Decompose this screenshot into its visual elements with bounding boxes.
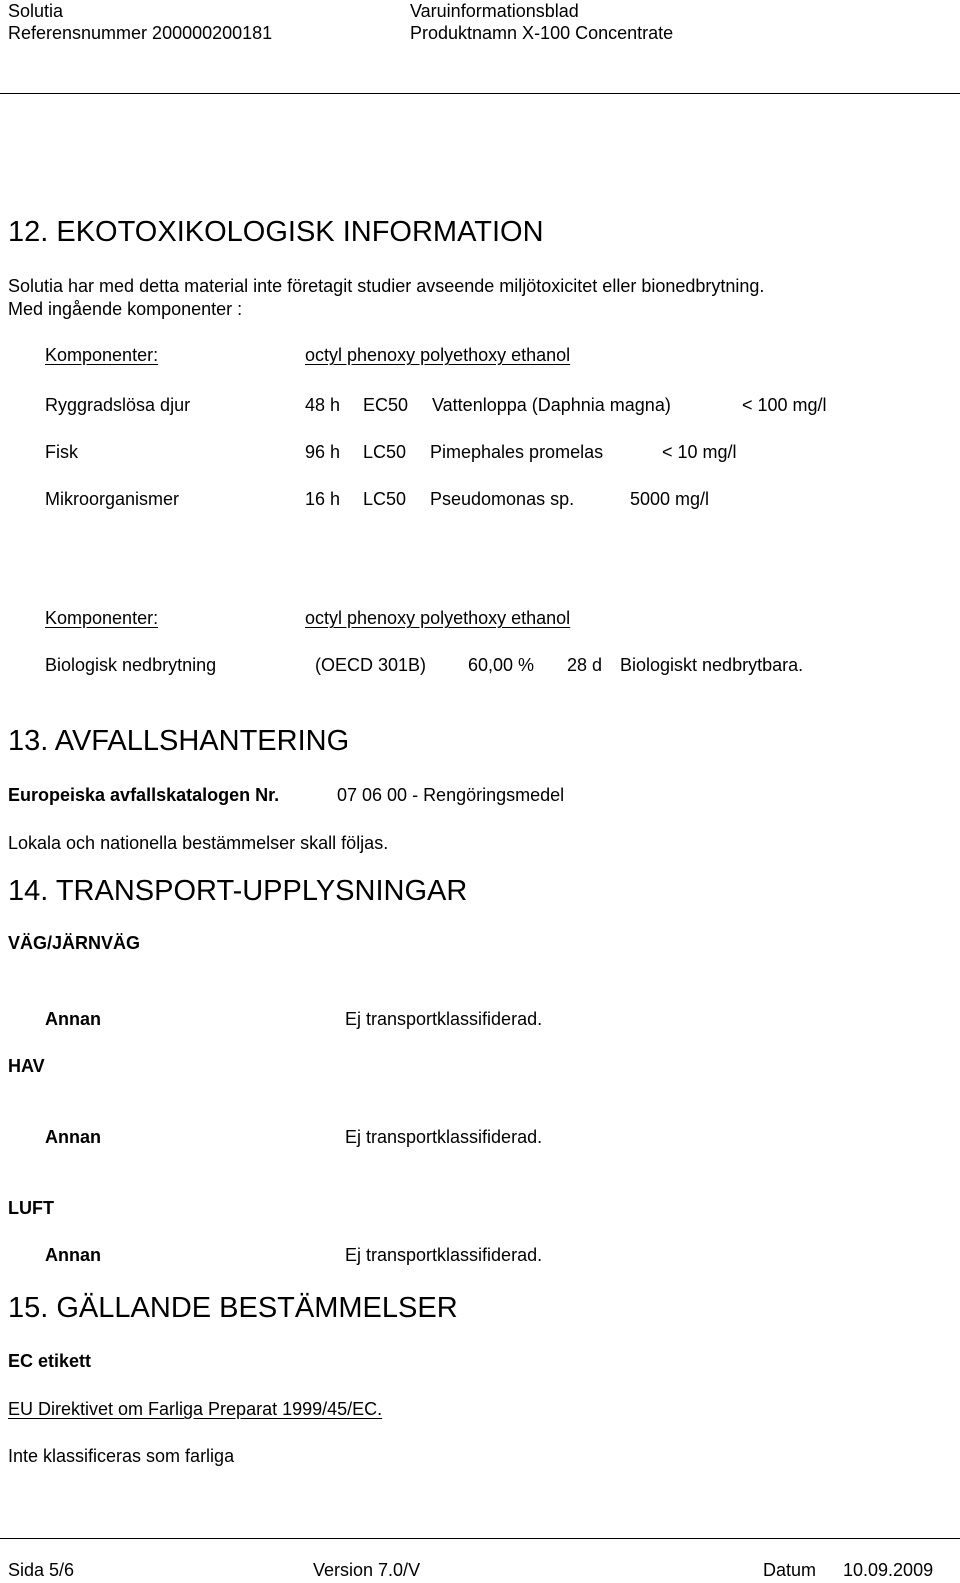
header-product-name: Produktnamn X-100 Concentrate — [410, 23, 674, 43]
row-test-type: LC50 — [363, 489, 407, 509]
table1-komponenter-value: octyl phenoxy polyethoxy ethanol — [305, 345, 571, 365]
transport-road-annan: Annan — [45, 1009, 101, 1029]
section-15-title: 15. GÄLLANDE BESTÄMMELSER — [8, 1292, 458, 1324]
row-value: < 10 mg/l — [662, 442, 737, 462]
section-12-title: 12. EKOTOXIKOLOGISK INFORMATION — [8, 216, 544, 248]
row-exposure-time: 16 h — [305, 489, 341, 509]
row-label: Mikroorganismer — [45, 489, 180, 509]
waste-catalog-label: Europeiska avfallskatalogen Nr. — [8, 785, 280, 805]
row-label: Fisk — [45, 442, 78, 462]
transport-road-value: Ej transportklassifiderad. — [345, 1009, 543, 1029]
row-exposure-time: 96 h — [305, 442, 341, 462]
row-value: < 100 mg/l — [742, 395, 827, 415]
row-label: Ryggradslösa djur — [45, 395, 191, 415]
row-days: 28 d — [567, 655, 603, 675]
ec-label-heading: EC etikett — [8, 1351, 92, 1371]
footer-page-number: Sida 5/6 — [8, 1560, 75, 1580]
header-company: Solutia — [8, 1, 64, 21]
footer-date-value: 10.09.2009 — [843, 1560, 934, 1580]
transport-air-annan: Annan — [45, 1245, 101, 1265]
header-reference-number: Referensnummer 200000200181 — [8, 23, 273, 43]
row-method: (OECD 301B) — [315, 655, 427, 675]
header-divider — [0, 93, 960, 94]
table2-komponenter-value: octyl phenoxy polyethoxy ethanol — [305, 608, 571, 628]
row-exposure-time: 48 h — [305, 395, 341, 415]
waste-regulation-note: Lokala och nationella bestämmelser skall följas. — [8, 833, 389, 853]
footer-version: Version 7.0/V — [313, 1560, 421, 1580]
row-result: Biologiskt nedbrytbara. — [620, 655, 804, 675]
section-12-intro-line2: Med ingående komponenter : — [8, 299, 243, 319]
transport-road-label: VÄG/JÄRNVÄG — [8, 933, 141, 953]
row-species: Vattenloppa (Daphnia magna) — [432, 395, 671, 415]
row-test-type: EC50 — [363, 395, 409, 415]
section-12-intro-line1: Solutia har med detta material inte företagit studier avseende miljötoxicitet eller bionedbrytning. — [8, 276, 765, 296]
header-document-type: Varuinformationsblad — [410, 1, 579, 21]
row-value: 5000 mg/l — [630, 489, 710, 509]
eu-directive: EU Direktivet om Farliga Preparat 1999/45/EC. — [8, 1399, 383, 1419]
transport-air-value: Ej transportklassifiderad. — [345, 1245, 543, 1265]
transport-sea-value: Ej transportklassifiderad. — [345, 1127, 543, 1147]
row-label: Biologisk nedbrytning — [45, 655, 217, 675]
row-species: Pseudomonas sp. — [430, 489, 575, 509]
waste-catalog-value: 07 06 00 - Rengöringsmedel — [337, 785, 565, 805]
section-14-title: 14. TRANSPORT-UPPLYSNINGAR — [8, 875, 468, 907]
classification-statement: Inte klassificeras som farliga — [8, 1446, 235, 1466]
table1-komponenter-label: Komponenter: — [45, 345, 159, 365]
transport-air-label: LUFT — [8, 1198, 54, 1218]
row-percent: 60,00 % — [468, 655, 535, 675]
row-species: Pimephales promelas — [430, 442, 604, 462]
transport-sea-label: HAV — [8, 1056, 45, 1076]
row-test-type: LC50 — [363, 442, 407, 462]
table2-komponenter-label: Komponenter: — [45, 608, 159, 628]
footer-divider — [0, 1538, 960, 1539]
transport-sea-annan: Annan — [45, 1127, 101, 1147]
footer-date-label: Datum — [763, 1560, 817, 1580]
section-13-title: 13. AVFALLSHANTERING — [8, 725, 350, 757]
